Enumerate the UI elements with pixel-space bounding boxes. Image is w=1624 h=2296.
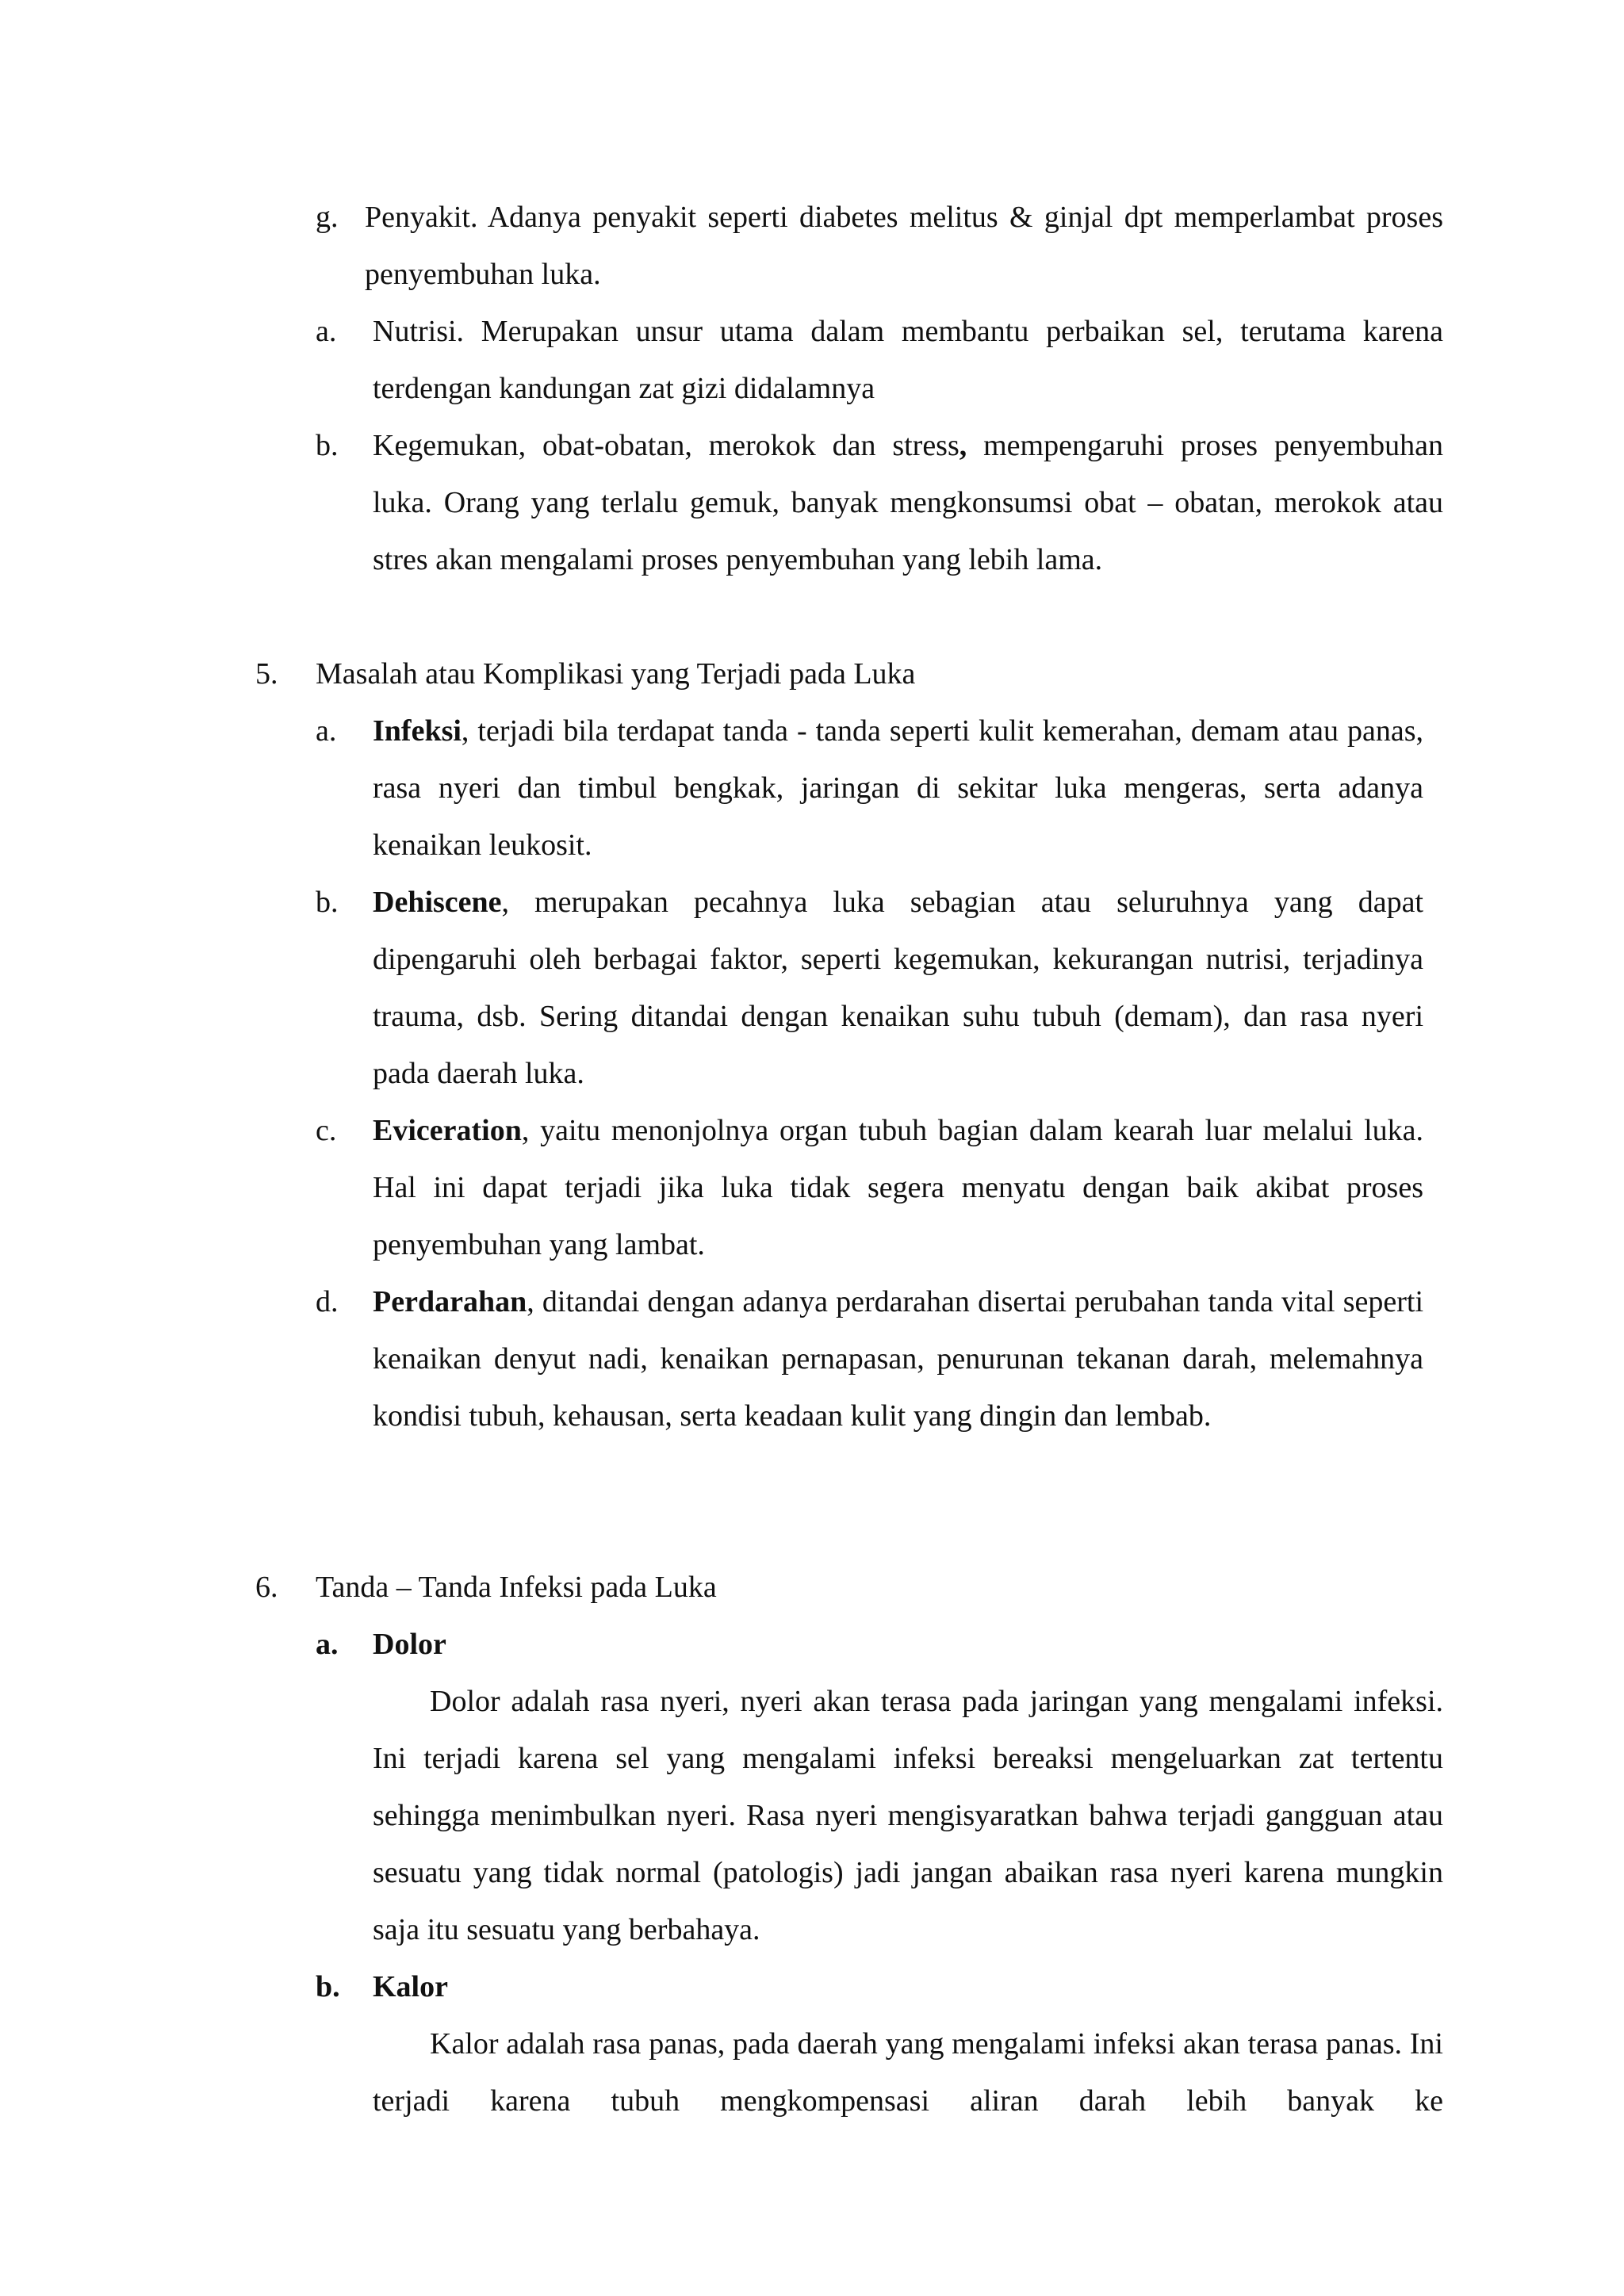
item-g-text: Penyakit. Adanya penyakit seperti diabetes melitus & ginjal dpt memperlambat proses penyembuhan luka. [365, 201, 1443, 291]
list-marker-5b: b. [316, 886, 339, 919]
section-6-title: Tanda – Tanda Infeksi pada Luka [316, 1571, 717, 1604]
item-eviceration-text [373, 1102, 1423, 1273]
term-eviceration: Eviceration [373, 1114, 522, 1147]
item-infeksi-desc: , terjadi bila terdapat tanda - tanda seperti kulit kemerahan, demam atau panas, rasa nyeri dan timbul bengkak, jaringan di sekitar luka mengeras, serta adanya kenaikan leukosit. [373, 714, 1423, 862]
paragraph-kalor: Kalor adalah rasa panas, pada daerah yang mengalami infeksi akan terasa panas. Ini terjadi karena tubuh mengkompensasi aliran darah lebih banyak ke [373, 2027, 1443, 2118]
list-marker-b-kegemukan: b. [316, 429, 339, 462]
item-kegemukan-bold-comma: , [959, 429, 967, 462]
section-5-number: 5. [255, 657, 278, 691]
list-marker-5a: a. [316, 714, 337, 748]
item-perdarahan-text [373, 1273, 1423, 1445]
subheading-kalor: Kalor [373, 1970, 448, 2003]
term-perdarahan: Perdarahan [373, 1285, 527, 1318]
item-infeksi-text [373, 702, 1423, 874]
subheading-dolor: Dolor [373, 1628, 446, 1661]
paragraph-dolor: Dolor adalah rasa nyeri, nyeri akan terasa pada jaringan yang mengalami infeksi. Ini terjadi karena sel yang mengalami infeksi bereaksi mengeluarkan zat tertentu sehingga menimbulkan nyeri. Rasa nyeri mengisyaratkan bahwa terjadi gangguan atau sesuatu yang tidak normal (patologis) jadi jangan abaikan rasa nyeri karena mungkin saja itu sesuatu yang berbahaya. [373, 1685, 1443, 1946]
term-dehiscene: Dehiscene [373, 886, 502, 919]
list-marker-a-nutrisi: a. [316, 315, 337, 348]
section-5-title: Masalah atau Komplikasi yang Terjadi pada Luka [316, 657, 916, 691]
item-kegemukan-rest: mempengaruhi proses penyembuhan luka. Orang yang terlalu gemuk, banyak mengkonsumsi obat – obatan, merokok atau stres akan mengalami proses penyembuhan yang lebih lama. [373, 429, 1443, 576]
item-dehiscene-text [373, 874, 1423, 1102]
item-eviceration-desc: , yaitu menonjolnya organ tubuh bagian dalam kearah luar melalui luka. Hal ini dapat terjadi jika luka tidak segera menyatu dengan baik akibat proses penyembuhan yang lambat. [373, 1114, 1423, 1261]
list-marker-6a: a. [316, 1628, 339, 1661]
list-marker-g: g. [316, 201, 339, 234]
list-marker-5d: d. [316, 1285, 339, 1318]
list-marker-6b: b. [316, 1970, 340, 2003]
item-nutrisi-text: Nutrisi. Merupakan unsur utama dalam membantu perbaikan sel, terutama karena terdengan kandungan zat gizi didalamnya [373, 315, 1443, 405]
section-6-number: 6. [255, 1571, 278, 1604]
term-infeksi: Infeksi [373, 714, 462, 748]
item-kegemukan-text [373, 417, 1443, 588]
item-perdarahan-desc: , ditandai dengan adanya perdarahan disertai perubahan tanda vital seperti kenaikan denyut nadi, kenaikan pernapasan, penurunan tekanan darah, melemahnya kondisi tubuh, kehausan, serta keadaan kulit yang dingin dan lembab. [373, 1285, 1423, 1433]
item-dehiscene-desc: , merupakan pecahnya luka sebagian atau seluruhnya yang dapat dipengaruhi oleh berbagai faktor, seperti kegemukan, kekurangan nutrisi, terjadinya trauma, dsb. Sering ditandai dengan kenaikan suhu tubuh (demam), dan rasa nyeri pada daerah luka. [373, 886, 1423, 1090]
item-kegemukan-lead: Kegemukan, obat-obatan, merokok dan stress [373, 429, 959, 462]
list-marker-5c: c. [316, 1114, 337, 1147]
